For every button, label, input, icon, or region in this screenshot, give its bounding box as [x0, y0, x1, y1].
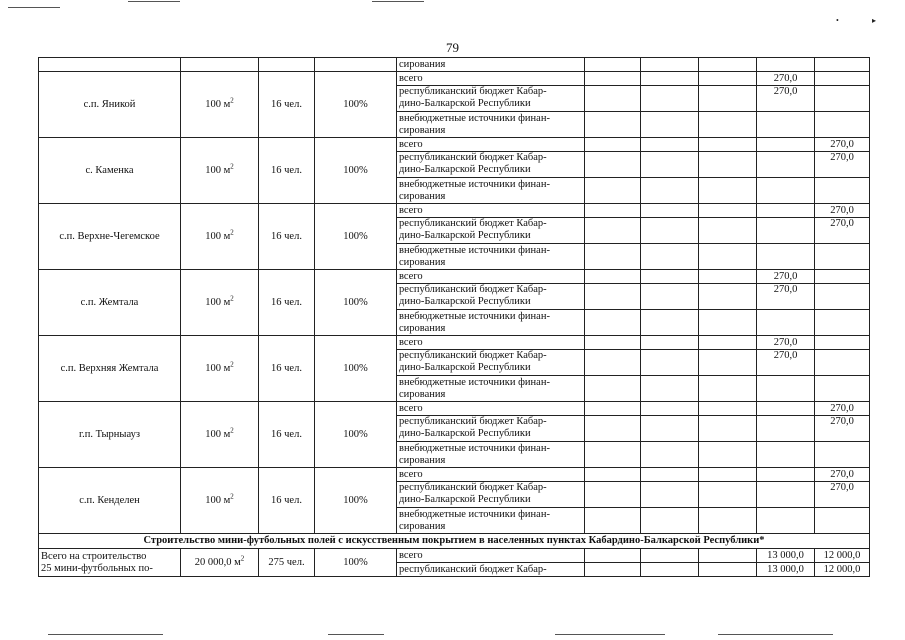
area-cell — [181, 204, 259, 270]
empty-cell — [585, 416, 641, 442]
empty-cell — [585, 549, 641, 563]
empty-cell — [699, 218, 757, 244]
amount-col-a — [757, 416, 815, 442]
source-text-line: дино-Балкарской Республики — [399, 296, 531, 307]
source-text-line: дино-Балкарской Республики — [399, 98, 531, 109]
empty-cell — [585, 72, 641, 86]
source-text-line: сирования — [399, 190, 446, 202]
empty-cell — [699, 244, 757, 270]
empty-cell — [641, 442, 699, 468]
source-republic-budget — [397, 482, 585, 508]
empty-cell — [641, 468, 699, 482]
empty-cell — [585, 482, 641, 508]
empty-cell — [757, 112, 815, 138]
empty-cell — [585, 152, 641, 178]
empty-cell — [585, 112, 641, 138]
settlement-row-total — [39, 336, 870, 350]
amount-col-a: 270,0 — [757, 336, 815, 350]
empty-cell — [641, 563, 699, 577]
source-text-line: Всего на строительство — [41, 550, 147, 562]
amount-col-a — [757, 138, 815, 152]
area-unit-superscript: 2 — [230, 492, 234, 500]
area-value: 100 м — [205, 164, 231, 176]
source-extrabudget — [397, 310, 585, 336]
source-text-line: внебюджетные источники финан- — [399, 244, 550, 256]
empty-cell — [757, 244, 815, 270]
empty-cell — [699, 284, 757, 310]
amount-col-b: 12 000,0 — [815, 563, 870, 577]
settlement-row-total — [39, 468, 870, 482]
source-extrabudget — [397, 244, 585, 270]
empty-cell — [641, 218, 699, 244]
percent-cell: 100% — [315, 549, 397, 577]
amount-col-a — [757, 204, 815, 218]
empty-cell — [757, 442, 815, 468]
empty-cell — [699, 416, 757, 442]
amount-col-b — [815, 86, 870, 112]
source-text-line: внебюджетные источники финан- — [399, 442, 550, 454]
source-text-line: республиканский бюджет Кабар- — [399, 482, 547, 493]
source-text-line: сирования — [399, 124, 446, 136]
source-extrabudget — [397, 442, 585, 468]
empty-cell — [699, 152, 757, 178]
empty-cell — [641, 549, 699, 563]
source-text-line: внебюджетные источники финан- — [399, 508, 550, 520]
empty-cell — [757, 178, 815, 204]
source-extrabudget — [397, 178, 585, 204]
source-text-line: республиканский бюджет Кабар- — [399, 284, 547, 295]
empty-cell — [815, 376, 870, 402]
empty-cell — [757, 508, 815, 534]
empty-cell — [585, 244, 641, 270]
amount-col-b: 270,0 — [815, 402, 870, 416]
source-text-line: республиканский бюджет Кабар- — [399, 152, 547, 163]
empty-cell — [585, 284, 641, 310]
scan-artifact-line — [328, 634, 384, 635]
empty-cell — [641, 310, 699, 336]
area-unit-superscript: 2 — [230, 294, 234, 302]
amount-col-b: 270,0 — [815, 204, 870, 218]
percent-cell: 100% — [315, 204, 397, 270]
empty-cell — [699, 549, 757, 563]
amount-col-a — [757, 468, 815, 482]
area-unit-superscript: 2 — [230, 96, 234, 104]
settlement-row-total — [39, 72, 870, 86]
area-cell — [181, 402, 259, 468]
amount-col-b: 270,0 — [815, 138, 870, 152]
source-text-line: республиканский бюджет Кабар- — [399, 86, 547, 97]
source-total: всего — [397, 72, 585, 86]
section-title: Строительство мини-футбольных полей с искусственным покрытием в населенных пунктах Кабардино-Балкарской Республики* — [39, 534, 870, 549]
source-text-line: республиканский бюджет Кабар- — [399, 350, 547, 361]
source-republic-budget — [397, 218, 585, 244]
summary-row-total — [39, 549, 870, 563]
people-cell: 16 чел. — [259, 468, 315, 534]
people-cell: 16 чел. — [259, 270, 315, 336]
source-total: всего — [397, 468, 585, 482]
source-text-line: сирования — [399, 388, 446, 400]
source-text-line: республиканский бюджет Кабар- — [399, 218, 547, 229]
settlement-row-total — [39, 204, 870, 218]
source-text-line: внебюджетные источники финан- — [399, 112, 550, 124]
amount-col-b — [815, 350, 870, 376]
empty-cell — [585, 178, 641, 204]
settlement-name: с.п. Жемтала — [39, 270, 181, 336]
settlement-row-total — [39, 270, 870, 284]
empty-cell — [815, 178, 870, 204]
people-cell: 16 чел. — [259, 402, 315, 468]
empty-cell — [699, 112, 757, 138]
empty-cell — [757, 310, 815, 336]
empty-cell — [641, 508, 699, 534]
amount-col-a: 270,0 — [757, 72, 815, 86]
empty-cell — [641, 152, 699, 178]
section-heading-row — [39, 534, 870, 549]
empty-cell — [585, 310, 641, 336]
source-total: всего — [397, 138, 585, 152]
source-text-line: дино-Балкарской Республики — [399, 494, 531, 505]
area-cell — [181, 72, 259, 138]
empty-cell — [699, 563, 757, 577]
amount-col-b: 270,0 — [815, 218, 870, 244]
empty-cell — [585, 336, 641, 350]
percent-cell: 100% — [315, 402, 397, 468]
empty-cell — [641, 416, 699, 442]
source-republic-budget — [397, 350, 585, 376]
area-cell — [181, 138, 259, 204]
empty-cell — [641, 482, 699, 508]
settlement-name: с.п. Яникой — [39, 72, 181, 138]
empty-cell — [815, 310, 870, 336]
source-total: всего — [397, 336, 585, 350]
empty-cell — [815, 112, 870, 138]
empty-cell — [699, 376, 757, 402]
area-value: 100 м — [205, 230, 231, 242]
amount-col-b — [815, 72, 870, 86]
empty-cell — [699, 350, 757, 376]
source-text-line: республиканский бюджет Кабар- — [399, 416, 547, 427]
source-total: всего — [397, 549, 585, 563]
scan-artifact-line — [718, 634, 833, 635]
source-text-line: внебюджетные источники финан- — [399, 376, 550, 388]
empty-cell — [585, 218, 641, 244]
source-text-line: сирования — [399, 322, 446, 334]
empty-cell — [699, 508, 757, 534]
amount-col-b: 270,0 — [815, 416, 870, 442]
scan-artifact-line — [128, 1, 180, 2]
amount-col-a — [757, 402, 815, 416]
source-text-line: дино-Балкарской Республики — [399, 164, 531, 175]
empty-cell — [757, 376, 815, 402]
empty-cell — [699, 468, 757, 482]
empty-cell — [699, 72, 757, 86]
people-cell: 16 чел. — [259, 204, 315, 270]
empty-cell — [585, 376, 641, 402]
empty-cell — [641, 336, 699, 350]
area-cell — [181, 336, 259, 402]
source-text-line: дино-Балкарской Республики — [399, 362, 531, 373]
empty-cell — [641, 204, 699, 218]
area-value: 100 м — [205, 494, 231, 506]
area-value: 100 м — [205, 98, 231, 110]
people-cell: 16 чел. — [259, 336, 315, 402]
amount-col-a — [757, 152, 815, 178]
empty-cell — [699, 442, 757, 468]
empty-cell — [641, 178, 699, 204]
empty-cell — [641, 376, 699, 402]
empty-cell — [585, 563, 641, 577]
empty-cell — [699, 310, 757, 336]
amount-col-b — [815, 270, 870, 284]
scan-artifact-line — [372, 1, 424, 2]
empty-cell — [641, 284, 699, 310]
summary-label — [39, 549, 181, 577]
source-text-line: 25 мини-футбольных по- — [41, 562, 153, 574]
amount-col-a — [757, 482, 815, 508]
area-unit-superscript: 2 — [230, 426, 234, 434]
source-extrabudget — [397, 508, 585, 534]
percent-cell: 100% — [315, 270, 397, 336]
empty-cell — [815, 442, 870, 468]
amount-col-b: 270,0 — [815, 468, 870, 482]
empty-cell — [585, 468, 641, 482]
source-text-line: дино-Балкарской Республики — [399, 428, 531, 439]
percent-cell: 100% — [315, 336, 397, 402]
percent-cell: 100% — [315, 468, 397, 534]
source-text-line: сирования — [399, 256, 446, 268]
empty-cell — [585, 86, 641, 112]
settlement-name: с.п. Верхне-Чегемское — [39, 204, 181, 270]
empty-cell — [699, 204, 757, 218]
source-extrabudget — [397, 112, 585, 138]
source-text-line: сирования — [399, 520, 446, 532]
empty-cell — [699, 138, 757, 152]
empty-cell — [585, 138, 641, 152]
scan-artifact-line — [48, 634, 163, 635]
continuation-row — [39, 58, 870, 72]
area-cell — [181, 468, 259, 534]
empty-cell — [641, 350, 699, 376]
area-unit-superscript: 2 — [230, 360, 234, 368]
source-text-line: сирования — [399, 454, 446, 466]
empty-cell — [815, 244, 870, 270]
amount-col-b — [815, 336, 870, 350]
settlement-name: с.п. Кенделен — [39, 468, 181, 534]
page-number: 79 — [446, 40, 459, 55]
source-republic-budget — [397, 284, 585, 310]
source-republic-budget: республиканский бюджет Кабар- — [397, 563, 585, 577]
empty-cell — [641, 138, 699, 152]
budget-table — [38, 57, 870, 577]
amount-col-a: 270,0 — [757, 284, 815, 310]
area-cell — [181, 549, 259, 577]
empty-cell — [699, 482, 757, 508]
settlement-name: с. Каменка — [39, 138, 181, 204]
empty-cell — [641, 112, 699, 138]
empty-cell — [641, 270, 699, 284]
area-cell — [181, 270, 259, 336]
area-unit-superscript: 2 — [240, 554, 245, 562]
empty-cell — [641, 402, 699, 416]
amount-col-a: 13 000,0 — [757, 549, 815, 563]
source-extrabudget — [397, 376, 585, 402]
source-total: всего — [397, 204, 585, 218]
empty-cell — [585, 270, 641, 284]
source-text-line: дино-Балкарской Республики — [399, 230, 531, 241]
amount-col-a — [757, 218, 815, 244]
people-cell: 16 чел. — [259, 72, 315, 138]
amount-col-a: 13 000,0 — [757, 563, 815, 577]
source-total: всего — [397, 270, 585, 284]
empty-cell — [585, 508, 641, 534]
source-text-line: внебюджетные источники финан- — [399, 310, 550, 322]
percent-cell: 100% — [315, 72, 397, 138]
empty-cell — [699, 178, 757, 204]
amount-col-a: 270,0 — [757, 270, 815, 284]
scan-artifact-line — [8, 7, 60, 8]
empty-cell — [641, 244, 699, 270]
area-unit-superscript: 2 — [230, 228, 234, 236]
settlement-row-total — [39, 138, 870, 152]
amount-col-b — [815, 284, 870, 310]
scan-arrow-mark: ▸ — [872, 16, 877, 25]
area-unit-superscript: 2 — [230, 162, 234, 170]
people-cell: 16 чел. — [259, 138, 315, 204]
amount-col-a: 270,0 — [757, 350, 815, 376]
source-republic-budget — [397, 152, 585, 178]
empty-cell — [699, 270, 757, 284]
amount-col-b: 12 000,0 — [815, 549, 870, 563]
empty-cell — [585, 350, 641, 376]
source-total: всего — [397, 402, 585, 416]
empty-cell — [585, 402, 641, 416]
empty-cell — [641, 72, 699, 86]
empty-cell — [641, 86, 699, 112]
empty-cell — [699, 402, 757, 416]
empty-cell — [699, 86, 757, 112]
empty-cell — [585, 204, 641, 218]
area-value: 100 м — [205, 296, 231, 308]
empty-cell — [699, 336, 757, 350]
area-value: 20 000,0 м — [194, 556, 241, 568]
area-value: 100 м — [205, 428, 231, 440]
amount-col-b: 270,0 — [815, 482, 870, 508]
area-value: 100 м — [205, 362, 231, 374]
source-republic-budget — [397, 416, 585, 442]
settlement-row-total — [39, 402, 870, 416]
empty-cell — [585, 442, 641, 468]
amount-col-a: 270,0 — [757, 86, 815, 112]
scan-dot-mark: • — [836, 16, 839, 25]
percent-cell: 100% — [315, 138, 397, 204]
amount-col-b: 270,0 — [815, 152, 870, 178]
people-cell: 275 чел. — [259, 549, 315, 577]
source-cell: сирования — [397, 58, 585, 72]
scan-artifact-line — [555, 634, 665, 635]
source-republic-budget — [397, 86, 585, 112]
empty-cell — [815, 508, 870, 534]
source-text-line: внебюджетные источники финан- — [399, 178, 550, 190]
settlement-name: г.п. Тырныауз — [39, 402, 181, 468]
settlement-name: с.п. Верхняя Жемтала — [39, 336, 181, 402]
